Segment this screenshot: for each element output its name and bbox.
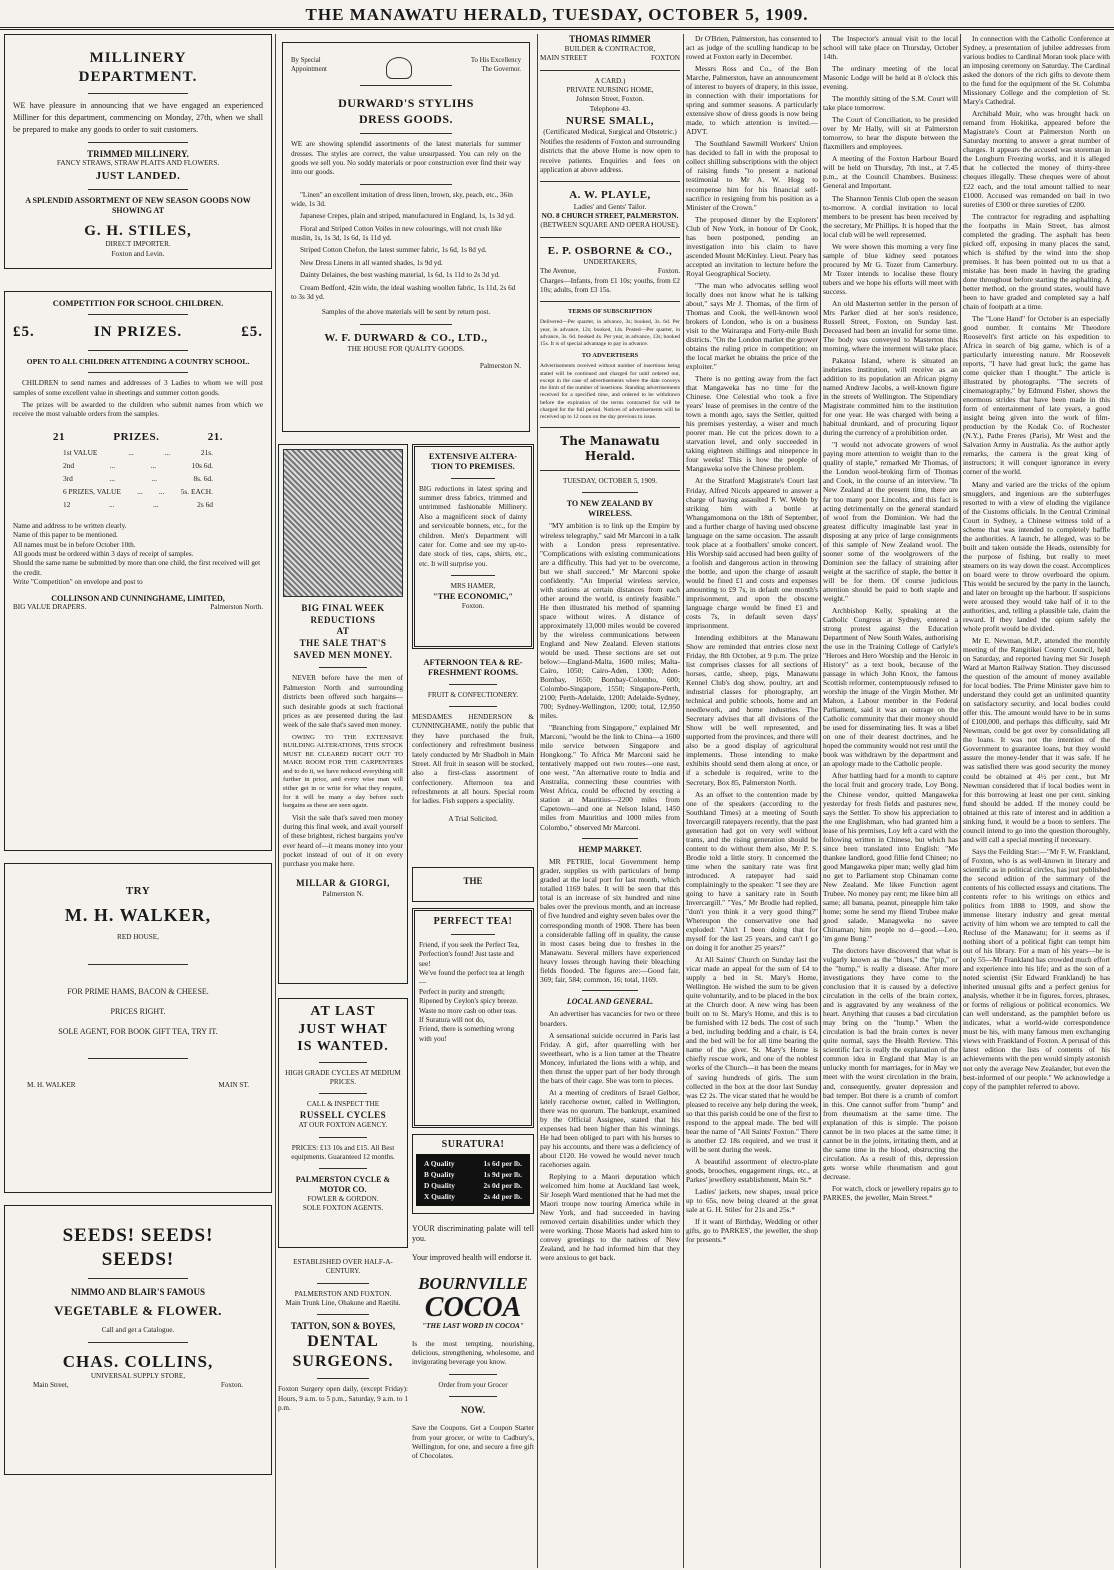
poem-line: Friend, there is something wrong with you!	[419, 1025, 515, 1043]
article-paragraph: At the Stratford Magistrate's Court last Friday, Alfred Nicols appeared to answer a charge of having assaulted F. W. Webb by striking him with a bottle at Whangamomona on the 18th of September, and a further charge of having used obscene language on the same occasion. The assault took place at a footballers' smoke concert. His Worship said accused had been guilty of a foolish and dangerous action in throwing the bottle, and upon the charge of assault would be fined £1 and costs and expenses amounting to £9 7s, in default one month's imprisonment, and upon the obscene language charge would be fined £1 and costs 7s, in default seven days' imprisonment.	[686, 476, 818, 630]
suratura-title: SURATURA!	[441, 1139, 505, 1150]
collins-street: Main Street,	[33, 1381, 69, 1390]
issue-date: TUESDAY, OCTOBER 5, 1909.	[562, 476, 658, 485]
cocoa-brand: COCOA	[424, 1292, 522, 1324]
durward-item: Striped Cotton Chefon, the latest summer fabric, 1s 6d, 1s 8d yd.	[300, 246, 487, 255]
durward-samples: Samples of the above materials will be sent by return post.	[321, 308, 491, 317]
governor-label: The Governor.	[481, 65, 521, 73]
price-row	[424, 1169, 522, 1180]
johnson-street: Johnson Street, Foxton.	[576, 95, 644, 104]
millar-giorgi-firm: MILLAR & GIORGI,	[296, 877, 390, 888]
advertisers-heading: TO ADVERTISERS	[581, 352, 639, 360]
undertakers: UNDERTAKERS,	[583, 257, 637, 266]
durward-item: "Linen" an excellent imitation of dress linen, brown, sky, peach, etc., 36in wide, 1s 3d.	[291, 190, 513, 208]
column-rule	[275, 34, 276, 1568]
main-trunk: Main Trunk Line, Ohakune and Raetihi.	[285, 1299, 401, 1308]
sale-para-3: Visit the sale that's saved men money during this final week, and avail yourself of these brightest, richest bargains you've ever heard of—it means money into your pocket instead of out of it on every purchase you make here.	[283, 813, 403, 869]
hemp-article: MR PETRIE, local Government hemp grader, supplies us with particulars of hemp graded at the local port for last month, which totalled 1169 bales. It will be seen that this total is an increase of six hundred and nine bales over the previous month, and an increase of five hundred and eighty seven bales over the corresponding month of 1908. There has been a considerable falling off in quality, the cause in most cases being due to freshes in the Manawatu. Several millers have experienced heavy losses through having their bleaching fields flooded. The figures are:—Good fair, 369; fair, 584; common, 16; total, 1169.	[540, 857, 680, 984]
durward-ad	[282, 42, 530, 432]
economic-ad	[412, 444, 534, 649]
article-paragraph: A sensational suicide occurred in Paris last Friday. A girl, after quarrelling with her sweetheart, who is a lion tamer at the Theatre Moncey, infuriated the lions with a whip, and then thrust the upper part of her body through the bars of their cage. She was torn to pieces.	[540, 1030, 680, 1085]
is-wanted: IS WANTED.	[297, 1039, 389, 1054]
palmerston-foxton: PALMERSTON AND FOXTON.	[294, 1289, 392, 1298]
est-half-century: ESTABLISHED OVER HALF-A-CENTURY.	[293, 1258, 393, 1276]
article-paragraph: The Court of Conciliation, to be presided over by Mr Hally, will sit at Palmerston tomorrow, to hear the dispute between the flaxmillers and employees.	[823, 115, 958, 152]
catalogue: Call and get a Catalogue.	[101, 1326, 175, 1335]
article-paragraph: After battling hard for a month to capture the local fruit and grocery trade, Loy Bong, the Chinese vendor, quitted Mangaweka yesterday for fresh fields and pastures new, says the Settler. To show his appreciation to the one Englishman, who had granted him a lease of his premises, Loy left a card with the following written in Chinese, but which has since been translated into English: "Me thankee landlord, good fillie fend Chinee; no good Mangaweka piper man; welly glad him no get to Parliament stop Chinaman come New Zealand. Me likee Function agent Trubee. No money pay rent; me likee him all same; all banana, peanut, pineapple him take home; some he send my fliend Trubee make good salade. Managweka no savee Chinaman; him people no d—good.—Leo, 'im gone Bung.'"	[823, 771, 958, 943]
prize-row	[63, 448, 213, 458]
supply-store: UNIVERSAL SUPPLY STORE,	[90, 1371, 186, 1380]
the-box	[412, 867, 534, 902]
durward-title-1: DURWARD'S STYLIHS	[338, 96, 474, 110]
sale-headline-2: REDUCTIONS	[310, 614, 376, 625]
nursing-home: PRIVATE NURSING HOME,	[566, 86, 654, 95]
nurse-ad	[540, 77, 680, 176]
local-general-article	[540, 1009, 680, 1262]
cocoa-now: NOW.	[461, 1405, 485, 1416]
sale-headline-5: SAVED MEN MONEY.	[293, 649, 393, 660]
prize-cell: ...	[158, 487, 165, 497]
rimmer-trade: BUILDER & CONTRACTOR,	[564, 44, 656, 53]
at-last: AT LAST	[310, 1004, 376, 1019]
nurse-text: Notifies the residents of Foxton and surrounding districts that the above Home is now open to receive patients. Enquiries and fees on application at above address.	[540, 137, 680, 174]
article-paragraph: Intending exhibitors at the Manawatu Show are reminded that entries close next Friday, the 8th October, at 9 p.m. The prize list comprises classes for all sections of horses, cattle, sheep, pigs, Manawatu Kennel Club's dog show, poultry, art and industrial classes for photography, art technical and public schools, home and art needlework, and home industries. The Secretary advises that all divisions of the Show will be well represented, and supported from the provinces, and there will also be a good display of agricultural implements. Those intending to make exhibits should send them along at once, or if a schedule is required, write to the Secretary, Box 85, Palmerston North.	[686, 633, 818, 787]
economic-location: Foxton.	[461, 601, 485, 610]
millinery-text: WE have pleasure in announcing that we have engaged an experienced Milliner for this department, commencing on Monday, 27th, when we shall be prepared to make any goods to order to suit customers.	[13, 100, 263, 134]
article-paragraph: Archibald Muir, who was brought back on remand from Hokitika, appeared before the Magistrate's Court at Palmerston North on Saturday morning to answer a great number of charges. It appears the accused was storeman in the Longburn Freezing works, and it is alleged that he collected the money of thirty-three cheques illegally. These cheques were of about £22 each, and the total amount tallied to near £1000. Accused was remanded on bail in two sureties of £300 or three sureties of £200.	[963, 109, 1110, 209]
seeds-title-2: SEEDS!	[101, 1248, 175, 1270]
quality-price: 1s 9d per lb.	[483, 1170, 522, 1180]
cycle-prices: PRICES: £13 10s and £15. All Best equipments. Guaranteed 12 months.	[291, 1143, 395, 1161]
prize-cell: 12	[63, 500, 71, 510]
vegetable-flower: VEGETABLE & FLOWER.	[54, 1303, 222, 1319]
prize-table	[63, 448, 213, 510]
surgeons-title: SURGEONS.	[292, 1353, 394, 1371]
competition-rule: All names must be in before October 10th.	[13, 540, 136, 549]
local-heading: LOCAL AND GENERAL.	[566, 996, 654, 1006]
column-1	[4, 34, 272, 1564]
durward-item: Cream Bedford, 42in wide, the ideal washing woollen fabric, 1s 11d, 2s 6d to 3s 3d yd.	[291, 283, 516, 301]
playle-ad	[540, 188, 680, 230]
article-paragraph: Messrs Ross and Co., of the Bon Marche, Palmerston, have an announcement of interest to buyers of drapery, in this issue, in connection with their importations for spring and summer seasons. A particularly extensive show of dress goods is now being made, to which attention is invited.—ADVT.	[686, 64, 818, 137]
article-paragraph: A beautiful assortment of electro-plate goods, brooches, engagement rings, etc., at Parkes' jewellery establishment, Main St.*	[686, 1156, 818, 1184]
osborne-charges: Charges—Infants, from £1 10s; youths, from £2 10s; adults, from £3 15s.	[540, 276, 680, 294]
poem-line: Ripened by Ceylon's spicy breeze.	[419, 997, 518, 1006]
nurse-cert: (Certificated Medical, Surgical and Obstetric.)	[543, 128, 677, 137]
quality-label: B Quality	[424, 1170, 455, 1180]
article-paragraph: We were shown this morning a very fine sample of blue kidney seed potatoes procured by Mr G. Tozer from Canterbury. Mr Tozer intends to localise these floury tubers and we hope his efforts will meet with success.	[823, 241, 958, 296]
palmerston-north: Palmerston North.	[210, 603, 263, 612]
article-paragraph: "The man who advocates selling wool locally does not know what he is talking about," says Mr J. Thomas, of the firm of Thomas and Cook, the well-known wool brokers of London, who is on a business visit to the Wairarapa and Forty-mile Bush districts. "On the London market the grower obtains the ruling price in competition; on the local market he obtains the price of the exploiter."	[686, 280, 818, 372]
hemp-heading: HEMP MARKET.	[578, 844, 642, 854]
osborne-name: E. P. OSBORNE & CO.,	[547, 244, 673, 257]
newspaper-title: THE MANAWATU HERALD, TUESDAY, OCTOBER 5, 1909.	[305, 5, 809, 24]
prize-cell: ...	[128, 448, 134, 458]
russell-cycles: RUSSELL CYCLES	[299, 1109, 387, 1120]
nimmo-blair: NIMMO AND BLAIR'S FAMOUS	[70, 1286, 206, 1297]
wireless-heading-2: WIRELESS.	[588, 508, 632, 518]
dentist-ad	[278, 1258, 408, 1468]
prize-cell: ...	[109, 461, 116, 471]
suratura-ad	[412, 1134, 534, 1214]
prize-row	[63, 487, 213, 497]
telephone: Telephone 43.	[589, 104, 631, 113]
competition-rule: Write "Competition" on envelope and post to	[13, 578, 143, 587]
prize-cell: 3rd	[63, 474, 73, 484]
stiles-name: G. H. STILES,	[84, 222, 192, 239]
walker-signature: M. H. WALKER	[27, 1081, 76, 1090]
article-paragraph: The Inspector's annual visit to the local school will take place on Thursday, October 14th.	[823, 34, 958, 62]
osborne-town: Foxton.	[657, 267, 680, 276]
competition-para-2: The prizes will be awarded to the children who submit names from which we receive the most valuable orders from the samples.	[13, 401, 263, 419]
article-paragraph: The Shannon Tennis Club open the season to-morrow. A cordial invitation to local members to be present has been received by the secretary, Mr Phillips. It is hoped that the local club will be well represented.	[823, 193, 958, 239]
prize-cell: 21s.	[200, 448, 213, 458]
sale-para-2: OWING TO THE EXTENSIVE BUILDING ALTERATIONS, THIS STOCK MUST BE CLEARED RIGHT OUT TO MAKE ROOM FOR THE CARPENTERS and to do it, we have reduced everything still further in price, and every wise man will either get in or write for what they require, for it will be many a day before such bargains as these are seen again.	[283, 733, 403, 810]
rimmer-street: MAIN STREET	[540, 54, 588, 63]
tea-title-1: AFTERNOON TEA & RE-	[423, 657, 523, 667]
article-paragraph: "Branching from Singapore," explained Mr Marconi, "would be the link to China—a 1600 mile service between Singapore and Hongkong." To Africa Mr Marconi said he tentatively mapped out two routes—one east, one west. "An alternative route to India and Australia, connecting these countries with West Africa, could be effected by erecting a station at Mauritius—2200 miles from Capetown—and one at Nelson Island, 1450 miles from Mauritius and 1000 miles from Colombo," observed Mr Marconi.	[540, 723, 680, 832]
collinson-firm: COLLINSON AND CUNNINGHAME, LIMITED,	[51, 593, 225, 603]
article-paragraph: At All Saints' Church on Sunday last the vicar made an appeal for the sum of £4 to supply a bed in St. Mary's Home, Wellington. He wished the sum to be given quite voluntarily, and to be placed in the box at the Church door. A new wing has been built on to St. Mary's Home, and this is to be furnished with 12 beds. The cost of such a bed, including bedding and a chair, is £4, and the bed will be for all time bearing the name of the giver. St. Mary's Home is chiefly rescue work, and one of the noblest works of the Church—it has been the means of saving hundreds of girls. The sum collected in the box at the door last Sunday was £2 2s. The vicar stated that he would be pleased to receive any help during the week, so that this parish could be one of the first to respond to the appeal made. The bed will bear the name of "All Saints' Foxton." There is another £2 18s required, and we trust it will be sent during the week.	[686, 955, 818, 1154]
article-paragraph: As an offset to the contention made by one of the speakers (according to the Southland Times) at a meeting of South Invercargill ratepayers recently, that the past generation had got on very well without trams, and the rising generation should be content to do without them also, Mr P. S. Brodie told a little story. It concerned the time when the sanitary rate was first introduced. A ratepayer had said complainingly to the speaker: "I see they are going to have a sanitary rate in South Invercargill." "Yes," Mr Brodie had replied, "don't you think it a very good thing?" Whereupon the conservative one had exploded: "Ain't I been doing that for myself for the last 25 years, and can't I go on doing it for another 25 years?"	[686, 789, 818, 953]
prize-right: £5.	[241, 324, 263, 341]
durward-items	[291, 191, 521, 303]
mrs-hamer: MRS HAMER,	[450, 581, 496, 590]
article-paragraph: There is no getting away from the fact that Mangaweka has no time for the Chinese. One Celestial who took a five years' lease of premises in the centre of the town a month ago, says the Settler, quitted his premises yesterday, a wiser and much poorer man. He cut the prices down to a starvation level, and only succeeded in taking eighteen shillings and ninepence in four weeks! This is how the people of Mangaweka solve the Chinese problem.	[686, 374, 818, 474]
millinery-title: MILLINERY	[89, 50, 187, 66]
quality-label: A Quality	[424, 1159, 455, 1168]
direct-importer: DIRECT IMPORTER.	[105, 240, 171, 249]
price-row	[424, 1158, 522, 1169]
playle-address: NO. 8 CHURCH STREET, PALMERSTON.	[541, 211, 679, 220]
the-economic: "THE ECONOMIC,"	[432, 591, 514, 602]
tearooms-ad	[412, 657, 534, 867]
column-rule	[683, 34, 684, 1568]
terms-heading: TERMS OF SUBSCRIPTION	[568, 308, 652, 316]
column-3	[540, 34, 680, 1564]
fowler-gordon: FOWLER & GORDON.	[307, 1194, 379, 1203]
rimmer-name: THOMAS RIMMER	[569, 34, 651, 44]
walker-house: RED HOUSE,	[117, 932, 159, 941]
rimmer-town: FOXTON	[650, 54, 680, 63]
right-subcolumn	[412, 444, 534, 1564]
sale-headline-4: THE SALE THAT'S	[299, 638, 387, 649]
article-paragraph: The Southland Sawmill Workers' Union has decided to fall in with the proposal to collect shilling subscriptions with the object of raising funds "to present a national testimonial to Mr A. W. Hogg to recompense him for his financial self-sacrifice in resigning from his position as a Minister of the Crown."	[686, 139, 818, 212]
competition-rule: Name and address to be written clearly.	[13, 522, 127, 531]
column-rule	[960, 34, 961, 1568]
cycle-firm: PALMERSTON CYCLE & MOTOR CO.	[295, 1175, 391, 1195]
competition-ad	[4, 291, 272, 851]
prize-cell: 8s. 6d.	[193, 474, 213, 484]
prizes-label: PRIZES.	[113, 430, 160, 443]
price-row	[424, 1180, 522, 1191]
trimmed-millinery: TRIMMED MILLINERY.	[87, 148, 189, 159]
playle-trade: Ladies' and Gents' Tailor.	[573, 202, 647, 211]
surgery-hours: Foxton Surgery open daily, (except Friday): Hours, 9 a.m. to 5 p.m., Saturday, 9 a.m. to 1 p.m.	[278, 1385, 408, 1413]
article-paragraph: Many and varied are the tricks of the opium smugglers, and ingenious are the subterfuges resorted to with a view of eluding the vigilance of the Customs officials. In the Central Criminal Court in Sydney, a Chinese witness told of a scheme that was intended to completely baffle the authorities. A launch, he alleged, was to be built and taken outside the Heads, ostensibly for the purpose of fishing, but really to meet steamers on its way down the coast. Accomplices on board were to throw overboard the opium. This would be secured by the party in the launch, and later on brought up the harbour. If suspicions were aroused they would take half of it to the authorities, and, telling a plausible tale, claim the reward. If they landed the opium safely the whole profit would be divided.	[963, 479, 1110, 633]
just-what: JUST WHAT	[298, 1021, 388, 1037]
nurse-card: A CARD.)	[594, 76, 626, 85]
column-6	[963, 34, 1110, 1564]
poem-line: Perfect in purity and strength;	[419, 987, 505, 996]
just-landed: JUST LANDED.	[95, 169, 181, 182]
article-paragraph: Says the Feilding Star:—"Mr F. W. Frankland, of Foxton, who is as well-known in literary and scientific as in political circles, has just published the second edition of the summary of the contents of his collected essays and citations. The contents refer to his writings on ethics and politics from 1888 to 1909, and show the immense literary industry and great mental activity of him whom we are tempted to call the Recluse of the Manawatu; for it seems as if nothing short of a political fight can tempt him out of his library. For a man of his years—he is only 55—Mr Frankland has crowded much effort and experience into his life; and as the son of a noted scientist (Sir Edward Frankland) he has inherited unusual gifts and a perfect genius for analysis, whether it be in figures, forces, phrases, or forms of religious or political economics. We can well understand, as the pamphlet before us indicates, what a world-wide correspondence must be his, with many famous men exchanging views with Frankland of Foxton. A perusal of this latest edition the lists of contents of his achievements with the pen would simply astonish not only the average New Zealander, but even the best-informed of our people." We acknowledge a copy of the pamphlet referred to above.	[963, 846, 1110, 1091]
seeds-ad	[4, 1205, 272, 1475]
prize-cell: ...	[137, 487, 143, 497]
article-paragraph: For watch, clock or jewellery repairs go to PARKES, the jeweller, Main Street.*	[823, 1183, 958, 1202]
terms-block	[540, 308, 680, 421]
sale-para-1: NEVER before have the men of Palmerston North and surrounding districts been offered such bargains—such desirable goods at such fractional prices as are presented during the last week of the sale that's saved men money.	[283, 674, 403, 730]
article-paragraph: Ladies' jackets, new shapes, usual price up to 65s, now being cleared at the great sale at G. H. Stiles' for 21s and 25s.*	[686, 1186, 818, 1214]
advertisers-text: Advertisements received without number of insertions being stated will be continued and charged for until ordered out, except in the case of advertisements where the date conveys the limit of the number of insertions. Standing advertisements received for a specified time, and ordered to be withdrawn before the expiration of the terms contracted for will be charged for the full period. Notices of advertisements will be received up to 12 noon on the day previous to issue.	[540, 363, 680, 421]
article-paragraph: An advertiser has vacancies for two or three boarders.	[540, 1009, 680, 1028]
collins-name: CHAS. COLLINS,	[62, 1351, 214, 1371]
dental-title: DENTAL	[307, 1333, 379, 1351]
durward-location: Palmerston N.	[479, 362, 521, 371]
walker-street: MAIN ST.	[218, 1081, 249, 1090]
assortment-text: A SPLENDID ASSORTMENT OF NEW SEASON GOODS NOW SHOWING AT	[25, 196, 251, 215]
competition-rule: Should the same name be submitted by more than one child, the first received will get the credit.	[13, 559, 261, 577]
durward-firm: W. F. DURWARD & CO., LTD.,	[324, 331, 488, 344]
bournville-brand: BOURNVILLE	[418, 1274, 528, 1294]
extensive-2: TION TO PREMISES.	[431, 461, 515, 472]
high-grade: HIGH GRADE CYCLES AT MEDIUM PRICES.	[285, 1068, 401, 1086]
royal-crest-icon	[386, 57, 412, 79]
call-inspect: CALL & INSPECT THE	[306, 1100, 380, 1109]
big-value-drapers: BIG VALUE DRAPERS.	[13, 603, 87, 612]
prize-cell: 2nd	[63, 461, 75, 471]
cocoa-text: Is the most tempting, nourishing, delicious, strengthening, wholesome, and invigorating beverage you know.	[412, 1339, 534, 1367]
column-2	[278, 34, 534, 1564]
poem-line: If Suratura will not do,	[419, 1015, 485, 1024]
article-paragraph: The contractor for regrading and asphalting the footpaths in Main Street, has almost completed the grading. The asphalt has been picked off, exposing in many places the sand, which is shifted by the wind into the shop premises. It has been pointed out to us that a mistake has been made in having the grading done throughout before starting the asphalting. A better method, on the ground states, would have been to have graded and completed say a half chain of footpath at a time.	[963, 211, 1110, 311]
man-reading-illustration	[283, 449, 403, 597]
durward-item: New Dress Linens in all wanted shades, 1s 9d yd.	[300, 258, 443, 267]
article-paragraph: If it want of Birthday, Wedding or other gifts, go to PARKES', the jeweller, the shop for presents.*	[686, 1216, 818, 1245]
column-4	[686, 34, 818, 1564]
article-paragraph: A meeting of the Foxton Harbour Board will be held on Thursday, 7th inst., at 7.45 p.m., at the Council Chambers. Business: General and Important.	[823, 154, 958, 191]
perfect-tea-title: PERFECT TEA!	[433, 916, 513, 927]
tea-title-2: FRESHMENT ROOMS.	[427, 667, 519, 678]
prizes-21-right: 21.	[207, 430, 223, 443]
column-rule	[537, 34, 538, 1568]
prize-cell: ...	[153, 500, 159, 510]
dentist-firm: TATTON, SON & BOYES,	[290, 1321, 396, 1332]
millar-giorgi-ad	[278, 444, 408, 984]
column-5	[823, 34, 958, 1564]
playle-between: (BETWEEN SQUARE AND OPERA HOUSE).	[540, 221, 680, 230]
osborne-ad	[540, 244, 680, 296]
sale-headline-3: AT	[336, 626, 350, 637]
durward-item: Dainty Delaines, the best washing material, 1s 6d, 1s 11d to 2s 3d yd.	[300, 271, 500, 280]
durward-item: Floral and Striped Cotton Voiles in new colourings, will not crush like muslin, 1s, 1s 3d, 1s 6d, 1s 11d yd.	[291, 224, 502, 243]
competition-rule: Name of this paper to be mentioned.	[13, 531, 118, 540]
prize-row	[63, 461, 213, 471]
terms-text: Delivered—Per quarter, in advance, 3s; booked, 3s. 6d. Per year, in advance, 12s; booked, 14s. Posted—Per quarter, in advance, 3s. 6d. booked 4s. Per year, in advance, 13s; booked 15s. It is of special advantage to pay in advance.	[540, 319, 680, 348]
prize-cell: ...	[151, 474, 157, 484]
cocoa-tagline: "THE LAST WORD IN COCOA"	[422, 1322, 524, 1331]
sale-headline-1: BIG FINAL WEEK	[301, 603, 385, 613]
prize-cell: 2s 6d	[197, 500, 213, 510]
walker-sole: SOLE AGENT, FOR BOOK GIFT TEA, TRY IT.	[58, 1026, 218, 1036]
quality-price: 2s 0d per lb.	[483, 1181, 522, 1191]
prize-cell: ...	[108, 500, 115, 510]
tea-text: MESDAMES HENDERSON & CUNNINGHAME, notify the public that they have purchased the fruit, confectionery and refreshment business lately conducted by Mr Shadbolt in Main Street. All fruit in season will be stocked, also a first-class assortment of confectionery. Afternoon tea and refreshments at all hours. Special room for ladies. Fish suppers a speciality.	[412, 713, 534, 806]
poem-line: We've found the perfect tea at length—	[419, 969, 525, 987]
article-paragraph: Mr E. Newman, M.P., attended the monthly meeting of the Rangitikei County Council, held on Saturday, and reported having met Sir Joseph Ward at Marton Railway Station. They discussed the question of the amount of money available for local bodies. The Prime Minister gave him to understand they could get an unlimited quantity on satisfactory security, and local bodies could offer this. The amount would have to be in sums of £100,000, and perhaps this difficulty, said Mr Newman, could be got over by consolidating all the loans. It was not the intention of the Government to guarantee loans, but they would assure the money-lender that it was safe. If he was satisfied there was good security the money could be obtained at 4½ per cent., but Mr Newman considered that if local bodies went in for this borrowing at least one per cent. sinking fund should be added. If the money could be obtained at this rate of interest and in addition a sinking fund, it would be a boon to settlers. The council intend to go into the question thoroughly, and will call a special meeting if necessary.	[963, 636, 1110, 844]
wireless-heading-1: TO NEW ZEALAND BY	[566, 498, 654, 508]
quality-price: 2s 4d per lb.	[483, 1192, 522, 1202]
article-paragraph: The monthly sitting of the S.M. Court will take place tomorrow.	[823, 94, 958, 113]
competition-title: COMPETITION FOR SCHOOL CHILDREN.	[52, 298, 224, 308]
trial-solicited: A Trial Solicited.	[448, 814, 498, 823]
playle-name: A. W. PLAYLE,	[569, 189, 651, 202]
the-label: THE	[463, 876, 483, 886]
prize-cell: 6 PRIZES, VALUE	[63, 487, 121, 497]
cocoa-ad	[412, 1224, 534, 1564]
durward-text: WE are showing splendid assortments of the latest materials for summer dresses. The styles are correct, the value unsurpassed. You can rely on the goods we sell you. No soddy materials or poor construction ever find their way into our goods.	[291, 140, 521, 177]
competition-rule: All goods must be ordered within 3 days of receipt of samples.	[13, 550, 194, 559]
perfect-tea-ad	[412, 908, 534, 1128]
extensive-1: EXTENSIVE ALTERA-	[428, 451, 518, 461]
sole-agents: SOLE FOXTON AGENTS.	[302, 1204, 384, 1213]
prize-middle: IN PRIZES.	[93, 324, 183, 341]
page-header	[0, 0, 1114, 30]
prize-cell: ...	[150, 461, 157, 471]
millar-location: Palmerston N.	[322, 889, 364, 898]
fancy-straws: FANCY STRAWS, STRAW PLAITS AND FLOWERS.	[56, 159, 220, 168]
prize-row	[63, 500, 213, 510]
rimmer-ad	[540, 34, 680, 64]
prize-cell: ...	[164, 448, 171, 458]
walker-ad	[4, 863, 272, 1193]
prizes-21-left: 21	[53, 430, 65, 443]
collins-town: Foxton.	[220, 1381, 243, 1390]
prize-cell: 5s. EACH.	[180, 487, 213, 497]
article-paragraph: "I would not advocate growers of wool paying more attention to weight than to the quality of staple," remarked Mr Thomas, of the London wool-broking firm of Thomas and Cook, in the course of an interview. "In New Zealand at the present time, there are far too many poor Lincolns, and this fact is acting detrimentally on the general standard of wool from the Dominion. We had the greatest difficulty imaginable last year in disposing at any price of large consignments of this sample of New Zealand wool. The sooner some of the woolgrowers of the Dominion see the fallacy of straining after weight at the sacrifice of staple, the better it will be for them. Of course judicious attention should be paid to both staple and weight."	[823, 440, 958, 603]
poem-line: Perfection's found! Just taste and see!	[419, 950, 514, 968]
excellency-label: To His Excellency	[470, 57, 521, 64]
article-paragraph: The doctors have discovered that what is vulgarly known as the "blues," the "pip," or the "hump," is really a disease. After more investigations they have come to the conclusion that it is caused by a defective circulation in the cells of the brain cortex, and is aggravated by any weakness of the heart. Anything that causes a bad circulation may bring on the "hump." When the circulation is bad the brain cortex is never quite normal, says the Health Review. This scientific fact is really the explanation of the common idea in England that May is an unlucky month for marriages, for in May we meet with the worst circulation in the brain, and, consequently, greater depression and bad temper. But there is a crumb of comfort in this. One cannot suffer from "hump" and from rheumatism at the same time. The explanation of this is simple. The poison cannot be in two places at the same time; it cannot be in the joints, irritating them, and at the same time in the blood, obstructing the circulation. As a result of this, depression gets worse while rheumatism and gout decrease.	[823, 946, 958, 1181]
millinery-subtitle: DEPARTMENT.	[78, 68, 198, 85]
suratura-prices	[416, 1154, 530, 1206]
article-paragraph: An old Masterton settler in the person of Mrs Parker died at her son's residence, Russell Street, Foxton, on Sunday last. Deceased had been an invalid for some time. The body was conveyed to Masterton this morning, where the interment will take place.	[823, 298, 958, 353]
quality-price: 1s 6d per lb.	[483, 1159, 522, 1168]
article-paragraph: The ordinary meeting of the local Masonic Lodge will be held at 8 o'clock this evening.	[823, 64, 958, 92]
walker-try: TRY	[125, 885, 151, 897]
nurse-name: NURSE SMALL,	[566, 115, 654, 128]
cocoa-health: Your improved health will endorse it.	[412, 1252, 532, 1262]
prize-left: £5.	[13, 324, 35, 341]
economic-text: BIG reductions in latest spring and summer dress fabrics, trimmed and untrimmed fashionable Millinery. Also a magnificent stock of dainty and serviceable bonnets, etc., for the children. Men's Department will cater for. Come and see my up-to-date stock of ties, caps, shirts, etc., etc. It will surprise you.	[419, 484, 527, 568]
walker-name: M. H. WALKER,	[64, 905, 212, 926]
seeds-title-1: SEEDS! SEEDS!	[62, 1225, 214, 1246]
article-paragraph: In connection with the Catholic Conference at Sydney, a presentation of jubilee addresses from various bodies to Cardinal Moran took place with an imposing ceremony on Saturday. The Cardinal asked the donors of the rich gifts to devote them to the fund for the equipment of the St. Columba Missionary College and the completion of St. Mary's Cathedral.	[963, 34, 1110, 107]
walker-prices: PRICES RIGHT.	[110, 1006, 166, 1016]
article-paragraph: The proposed dinner by the Explorers' Club of New York, in honour of Dr Cook, has been postponed, pending an investigation into his claim to have ascended Mount McKinley. Lieut. Peary has accepted an invitation to lecture before the Royal Geographical Society.	[686, 214, 818, 278]
osborne-avenue: The Avenue,	[540, 267, 577, 276]
prize-cell: ...	[109, 474, 115, 484]
tea-poem	[419, 941, 527, 1044]
poem-line: Waste no more cash on other teas.	[419, 1006, 517, 1015]
article-paragraph: At a meeting of creditors of Israel Gelbor, lately racehorse owner, called in Wellington, there was no quorum. The bankrupt, examined by the Official Assignee, stated that his expenses had been higher than his winnings. He had been obliged to part with his horses to pay his accounts, and there was a deficiency of about £120. He vowed he would never touch racehorses again.	[540, 1087, 680, 1169]
article-paragraph: Archbishop Kelly, speaking at the Catholic Congress at Sydney, entered a strong protest against the Education Department of New South Wales, authorising the use in the Training College of Carlyle's "Heroes and Hero Worship and the Heroic in History" as a text book, because of the passage in which John Knox, the famous Scottish reformer, contemptuously refused to worship the image of the Virgin Mother. Mr Mahon, a Labour member in the Federal Parliament, said it was an outrage on the Catholic community that their money should be used for disseminating lies. It was a libel on one of their dearest doctrines, and he hoped the community would not rest until the book was withdrawn by the department and an apology made to the Catholic people.	[823, 605, 958, 769]
column-rule	[820, 34, 821, 1568]
cocoa-coupons: Save the Coupons. Get a Coupon Starter from your grocer, or write to Cadbury's, Wellington, for one, and secure a free gift of Chocolates.	[412, 1424, 534, 1461]
cycles-ad	[278, 998, 408, 1248]
quality-label: X Quality	[424, 1192, 456, 1202]
prize-cell: 1st VALUE	[63, 448, 98, 458]
left-subcolumn	[278, 444, 408, 1564]
durward-title-2: DRESS GOODS.	[358, 111, 454, 126]
article-paragraph: Pakatoa Island, where is situated an inebriates institution, will receive as an addition to its population an African pigmy named Andrew Jacobs, a well-known figure in the streets of Wellington. The Stipendiary Magistrate committed him to the institution for one year. He was charged with being a habitual drunkard, and of procuring liquor during the currency of a prohibition order.	[823, 356, 958, 438]
cocoa-palate: YOUR discriminating palate will tell you.	[412, 1224, 534, 1244]
article-paragraph: Replying to a Maori deputation which welcomed him home at Auckland last week, Sir Joseph Ward mentioned that he had met the Maori troupe now touring America while in New York, and had succeeded in having removed certain disabilities under which they were working. Those Maoris had asked him to convey greetings to the natives of New Zealand, and he had informed him that they were anxious to get back.	[540, 1172, 680, 1263]
durward-house: THE HOUSE FOR QUALITY GOODS.	[347, 344, 465, 353]
appointment-label: Appointment	[291, 65, 327, 73]
competition-para-1: CHILDREN to send names and addresses of 3 Ladies to whom we will post samples of some excellent value in sheetings and summer cotton goods.	[13, 379, 263, 397]
quality-label: D Quality	[424, 1181, 456, 1191]
prize-cell: 10s 6d.	[191, 461, 213, 471]
masthead: The Manawatu Herald.	[560, 434, 660, 463]
durward-item: Japanese Crepes, plain and striped, manufactured in England, 1s, 1s 3d yd.	[300, 212, 515, 221]
poem-line: Friend, if you seek the Perfect Tea,	[419, 941, 520, 949]
fruit-confectionery: FRUIT & CONFECTIONERY.	[427, 690, 519, 699]
millinery-ad	[4, 34, 272, 269]
article-paragraph: "MY ambition is to link up the Empire by wireless telegraphy," said Mr Marconi in a talk with a London press representative. "Complications with existing communications are a difficulty. This had yet to be overcome, but we shall succeed." Mr Marconi spoke confidently. "An Imperial wireless service, with stations at certain distances from each other around the world, is entirely feasible." He then illustrated his method of spanning space without wires. A distance of approximately 13,000 miles would be covered by the wireless communications between England and New Zealand. Eleven stations would be used. These sections are set out below:—England-Malta, 1600 miles; Malta-Cairo, 1050; Cairo-Aden, 1300; Aden-Bombay, 1650; Bombay-Colombo, 600; Colombo-Singapore, 1550; Singapore-Perth, 2100; Perth-Adelaide, 1200; Adelaide-Sydney, 700; Sydney-Wellington, 1200; total, 12,950 miles.	[540, 521, 680, 721]
wireless-article	[540, 521, 680, 831]
competition-rules	[13, 522, 263, 588]
price-row	[424, 1191, 522, 1202]
order-grocer: Order from your Grocer	[438, 1380, 508, 1389]
walker-prime: FOR PRIME HAMS, BACON & CHEESE.	[67, 987, 209, 997]
open-to-all: OPEN TO ALL CHILDREN ATTENDING A COUNTRY SCHOOL.	[26, 357, 250, 367]
special-label: By Special	[291, 57, 321, 64]
foxton-agency: AT OUR FOXTON AGENCY.	[298, 1121, 388, 1130]
stiles-location: Foxton and Levin.	[111, 249, 165, 258]
prize-row	[63, 474, 213, 484]
article-paragraph: Dr O'Brien, Palmerston, has consented to act as judge of the sculling handicap to be rowed at Foxton early in December.	[686, 34, 818, 62]
article-paragraph: The "Lone Hand" for October is an especially good number. It contains Mr Theodore Roosevelt's first article on his expedition to Africa in search of big game, which is of a particularly interesting nature. Mr Roosevelt reports, "I have had great luck; the game has come quicker than I thought." The article is illustrated by photographs. "The secrets of cinematography," by Edmund Fisher, shows the enormous strides that have been made in this form of entertainment of late years, a good insight being given into the work of film-production by the Kodak Co. of Rochester (N.Y.), Pathe Freres (Paris), Mr West and the Salvation Army in Australia. As the author aptly remarks, the camera is the great king of instructors; it will conquer ignorance in every corner of the world.	[963, 313, 1110, 477]
